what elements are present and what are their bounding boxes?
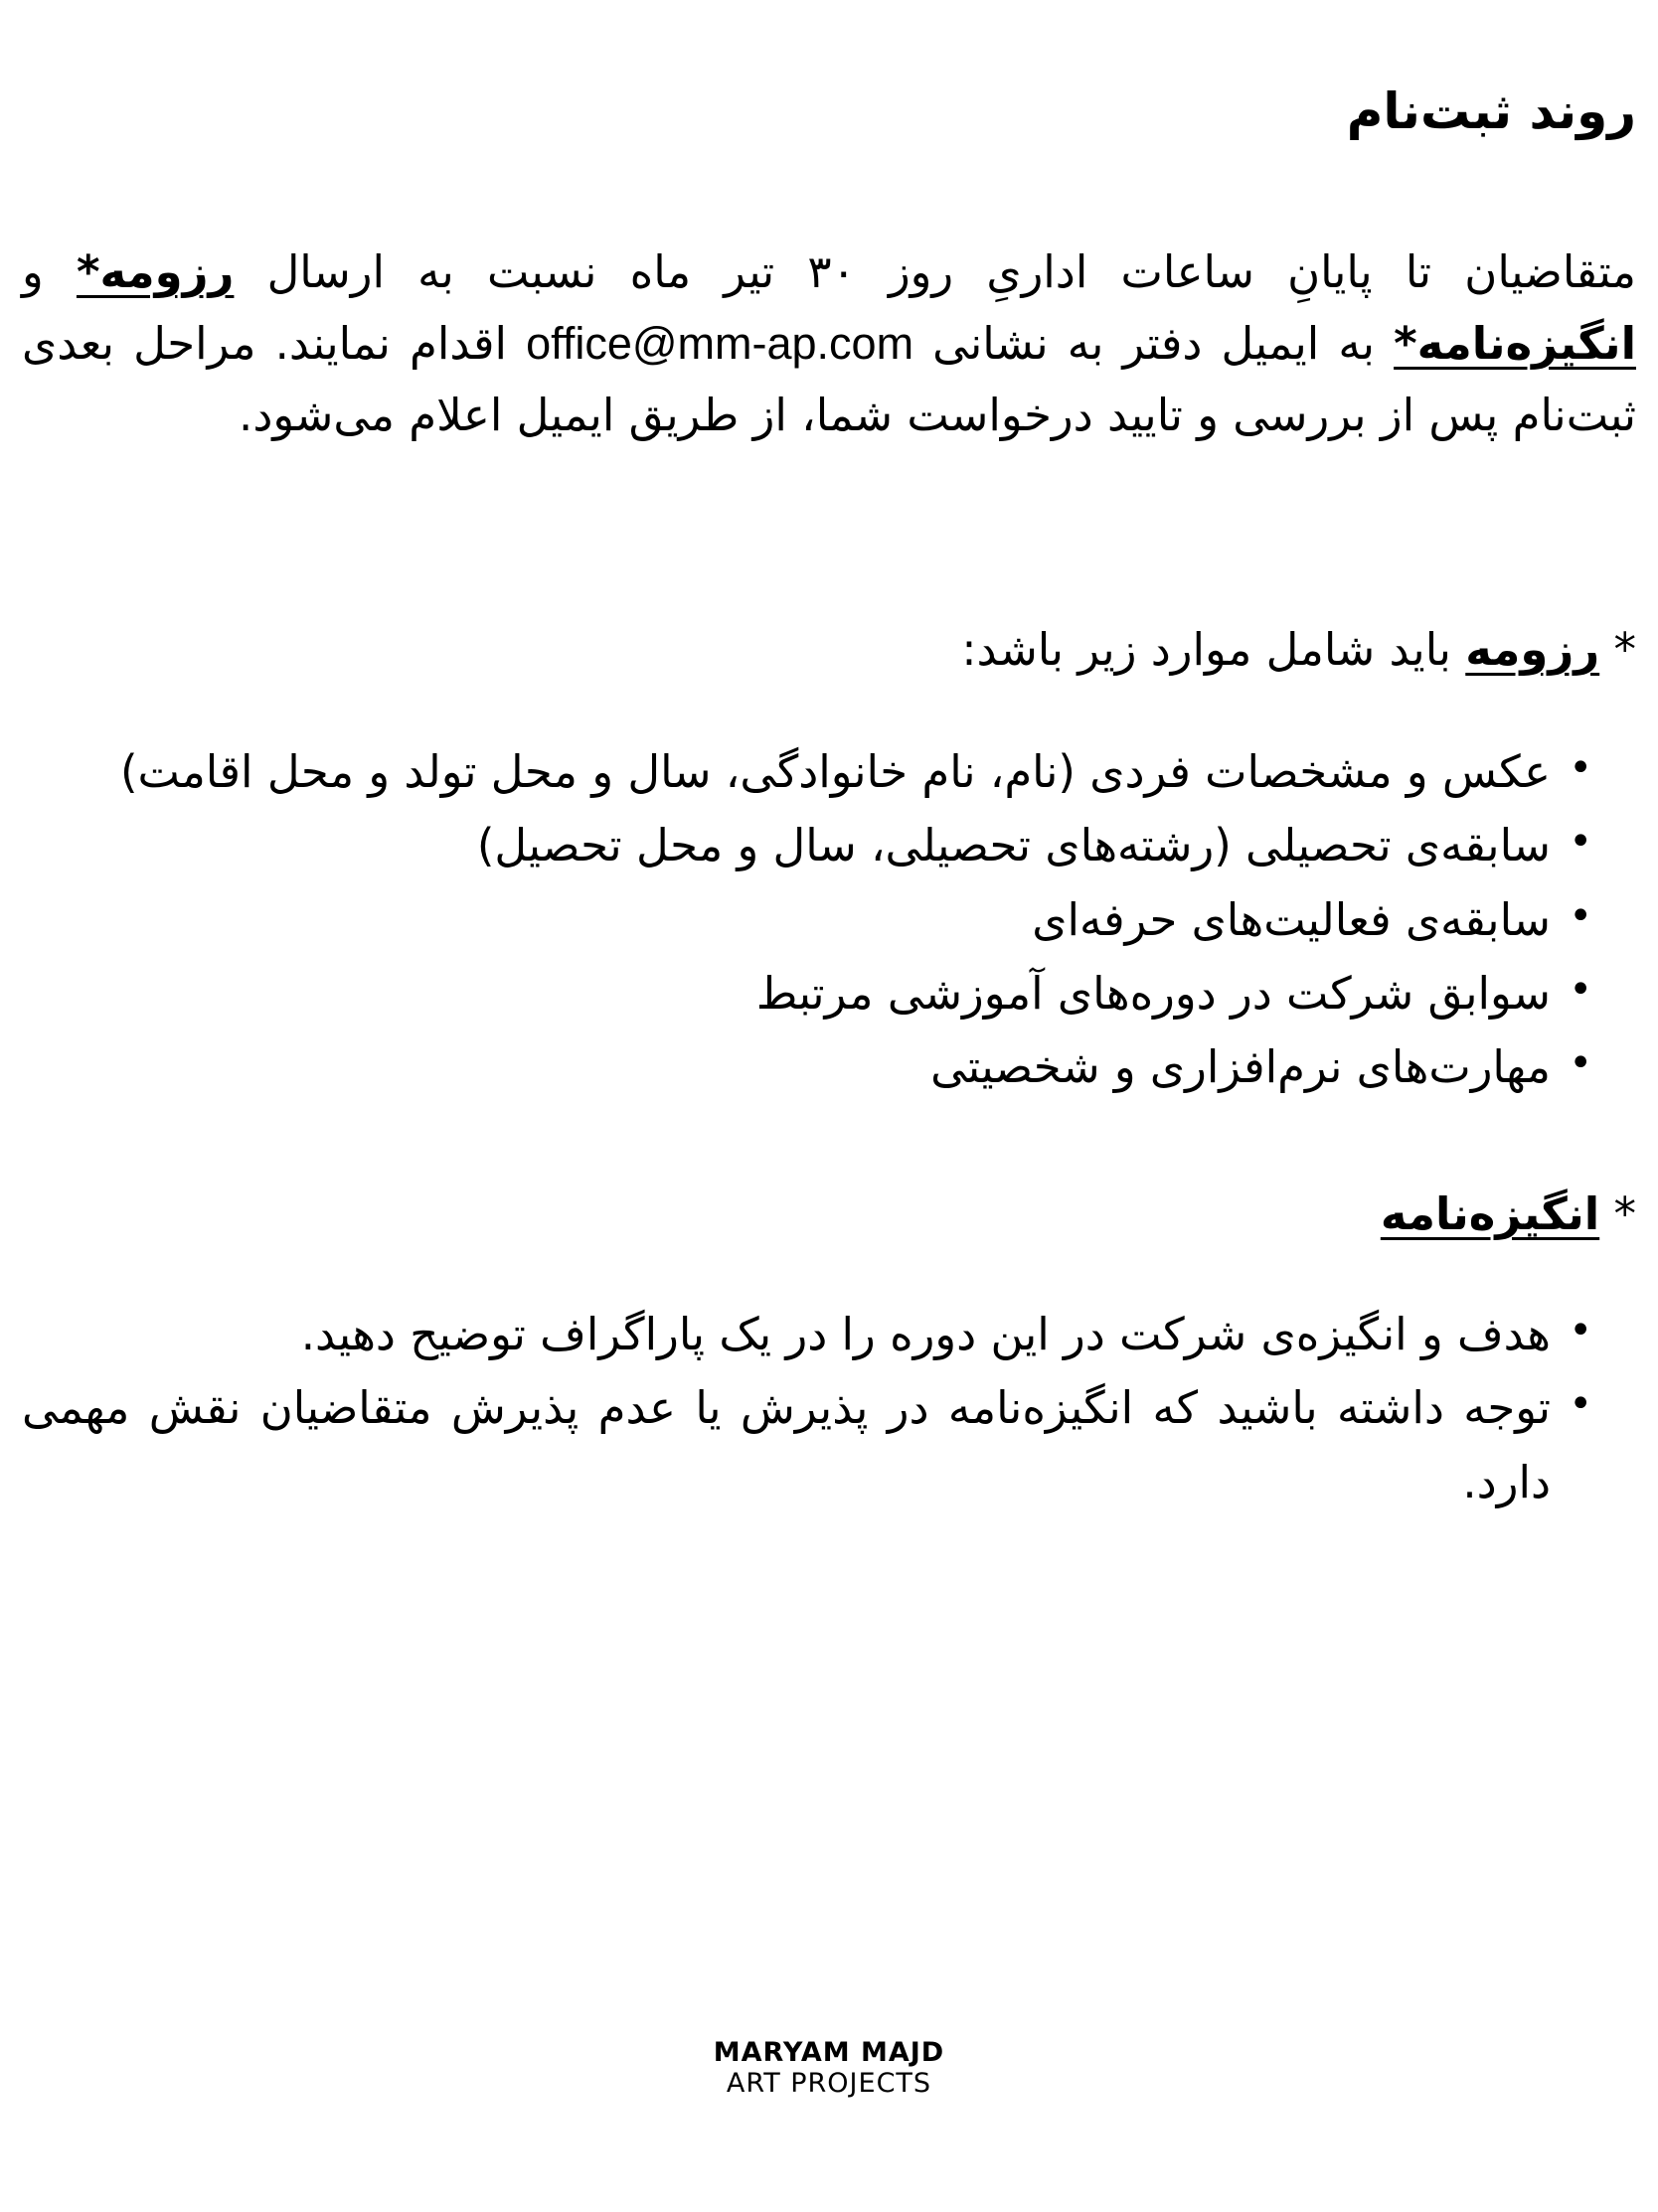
bullet-icon: • [1569, 819, 1592, 866]
list-item [22, 883, 1636, 957]
office-email: office@mm-ap.com [526, 318, 914, 369]
intro-text-1: متقاضیان تا پایانِ ساعات اداریِ روز ۳۰ تیر ماه نسبت به ارسال [234, 245, 1636, 298]
list-item-text: مهارت‌های نرم‌افزاری و شخصیتی [930, 1040, 1551, 1093]
page-title: روند ثبت‌نام [1346, 82, 1636, 140]
intro-paragraph [22, 237, 1636, 451]
list-item-text: سوابق شرکت در دوره‌های آموزشی مرتبط [755, 966, 1551, 1020]
intro-text-3: به ایمیل دفتر به نشانی [913, 317, 1395, 370]
list-item-text: سابقه‌ی تحصیلی (رشته‌های تحصیلی، سال و محل تحصیل) [476, 819, 1551, 872]
bullet-icon: • [1569, 892, 1592, 939]
bullet-icon: • [1569, 1040, 1592, 1086]
list-item [22, 1030, 1636, 1104]
resume-section-heading [961, 618, 1636, 681]
letter-asterisk: * [1599, 1187, 1636, 1240]
list-item-text: سابقه‌ی فعالیت‌های حرفه‌ای [1032, 892, 1551, 946]
brand-logo [0, 2037, 1658, 2099]
list-item [22, 1371, 1636, 1519]
resume-heading-term: رزومه [1465, 623, 1600, 676]
list-item-text: هدف و انگیزه‌ی شرکت در این دوره را در یک پاراگراف توضیح دهید. [300, 1308, 1551, 1360]
resume-heading-rest: باید شامل موارد زیر باشد: [961, 623, 1466, 676]
resume-term: رزومه* [76, 245, 235, 298]
intro-text-2: و [22, 245, 77, 298]
bullet-icon: • [1569, 1381, 1592, 1428]
list-item [22, 1298, 1636, 1371]
list-item [22, 735, 1636, 809]
list-item-text: عکس و مشخصات فردی (نام، نام خانوادگی، سال و محل تولد و محل اقامت) [119, 745, 1551, 798]
motivation-letter-section-heading [1381, 1183, 1636, 1245]
motivation-letter-list [22, 1298, 1636, 1519]
bullet-icon: • [1569, 966, 1592, 1013]
logo-line-1: MARYAM MAJD [713, 2037, 945, 2068]
resume-asterisk: * [1599, 623, 1636, 676]
list-item [22, 957, 1636, 1030]
list-item [22, 809, 1636, 882]
letter-heading-term: انگیزه‌نامه [1380, 1187, 1600, 1240]
list-item-text: توجه داشته باشید که انگیزه‌نامه در پذیرش یا عدم پذیرش متقاضیان نقش مهمی دارد. [22, 1381, 1551, 1508]
bullet-icon: • [1569, 745, 1592, 791]
logo-line-2: ART PROJECTS [726, 2068, 932, 2100]
motivation-letter-term: انگیزه‌نامه* [1394, 317, 1636, 370]
bullet-icon: • [1569, 1308, 1592, 1353]
intro-text-4: اقدام نمایند. مراحل بعدی ثبت‌نام پس از بررسی و تایید درخواست شما، از طریق ایمیل اعلام می‌شود. [22, 317, 1636, 441]
resume-requirements-list [22, 735, 1636, 1104]
